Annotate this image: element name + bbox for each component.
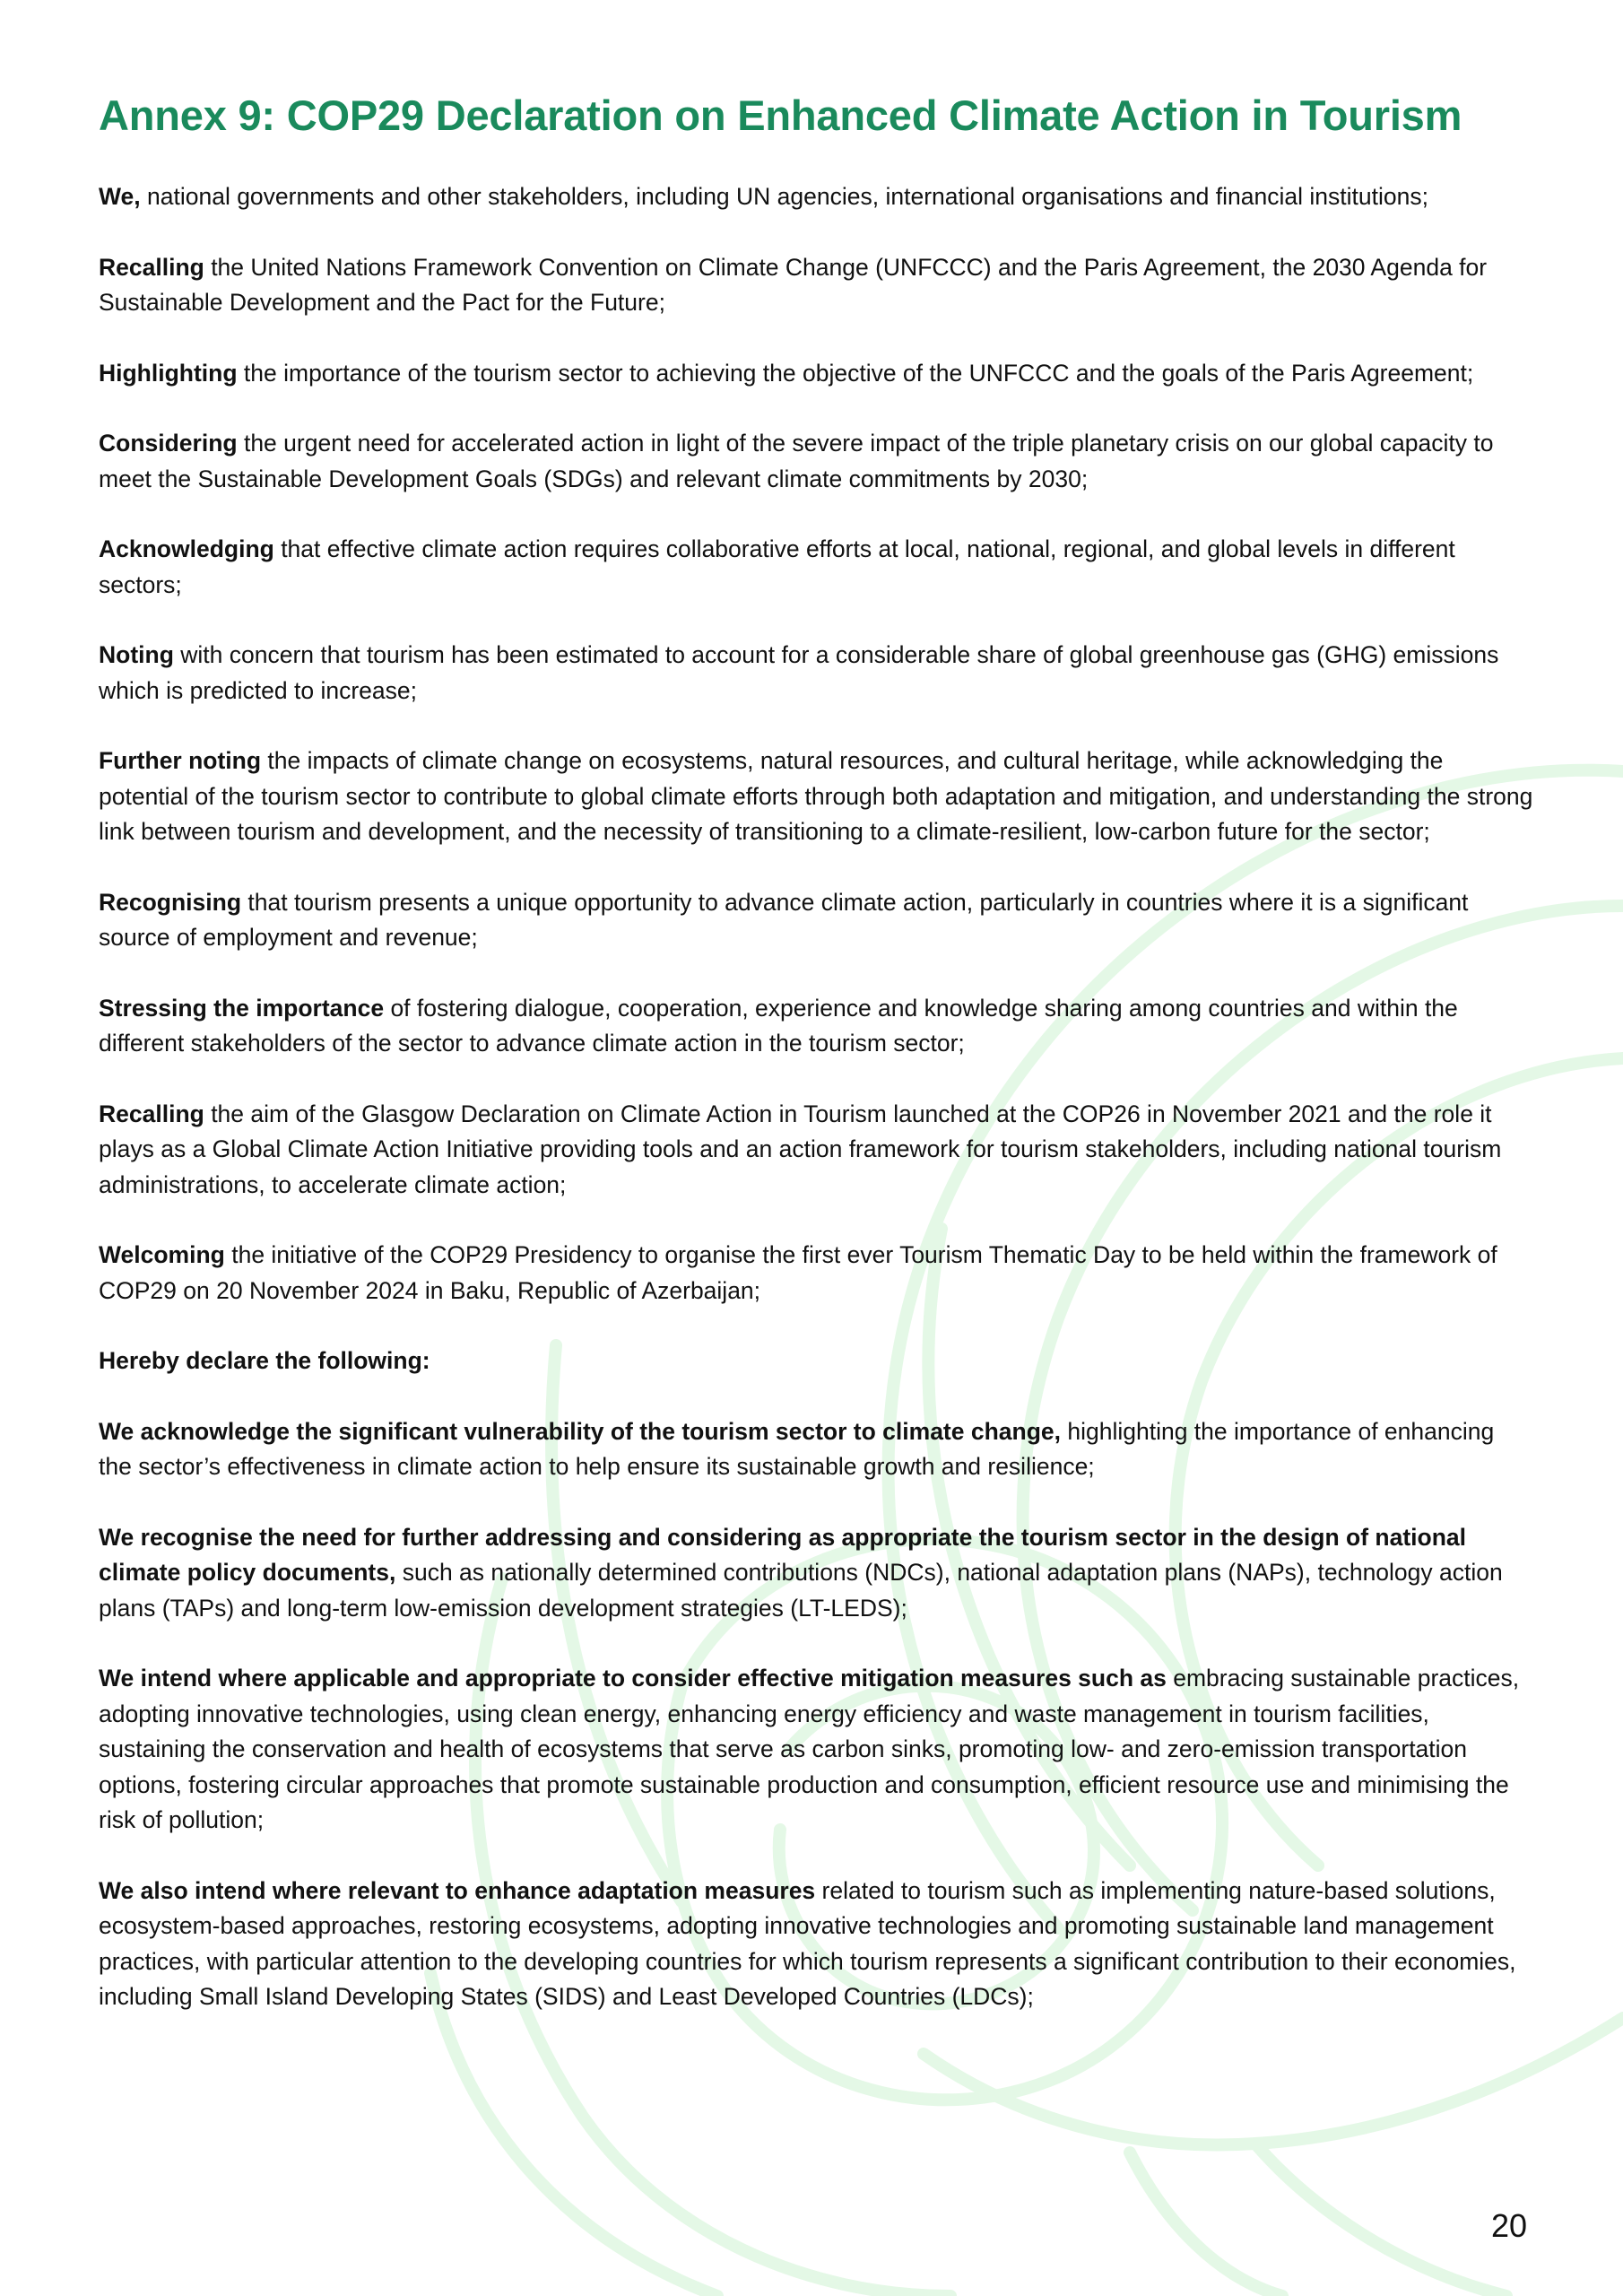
page-number: 20	[1490, 2207, 1527, 2244]
paragraph-text: the urgent need for accelerated action in light of the severe impact of the triple planetary crisis on our global capacity to meet the Sustainable Development Goals (SDGs) and relevant climate commitments by 2030;	[99, 430, 1494, 492]
paragraph-lead: We,	[99, 183, 141, 210]
paragraph	[99, 885, 1533, 956]
paragraph-lead: Acknowledging	[99, 535, 274, 562]
paragraph-text: the importance of the tourism sector to achieving the objective of the UNFCCC and the goals of the Paris Agreement;	[237, 359, 1474, 387]
paragraph	[99, 426, 1533, 497]
declaration-heading	[99, 1344, 1533, 1379]
paragraph	[99, 1414, 1533, 1485]
document-page	[99, 86, 1533, 2050]
paragraph-lead: We recognise the need for further addressing and considering as appropriate the tourism sector in the design of national climate policy documents,	[99, 1523, 1466, 1586]
paragraph-lead: Hereby declare the following:	[99, 1347, 430, 1374]
paragraph	[99, 250, 1533, 321]
paragraph-lead: Considering	[99, 430, 238, 457]
page-title: Annex 9: COP29 Declaration on Enhanced Climate Action in Tourism	[99, 91, 1462, 139]
paragraph	[99, 356, 1533, 392]
paragraph-lead: Recognising	[99, 888, 242, 916]
paragraph-lead: Recalling	[99, 253, 204, 281]
paragraph-lead: Noting	[99, 641, 174, 668]
paragraph-lead: Welcoming	[99, 1241, 225, 1268]
paragraph-lead: Further noting	[99, 747, 262, 774]
paragraph-text: with concern that tourism has been estimated to account for a considerable share of global greenhouse gas (GHG) emissions which is predicted to increase;	[99, 641, 1499, 704]
paragraph	[99, 1520, 1533, 1627]
paragraph-text: the aim of the Glasgow Declaration on Climate Action in Tourism launched at the COP26 in November 2021 and the role it plays as a Global Climate Action Initiative providing tools and an action framework for tourism stakeholders, including national tourism administrations, to accelerate climate action;	[99, 1100, 1502, 1198]
paragraph	[99, 1238, 1533, 1309]
paragraph-text: embracing sustainable practices, adopting innovative technologies, using clean energy, enhancing energy efficiency and waste management in tourism facilities, sustaining the conservation and health of ecosystems that serve as carbon sinks, promoting low- and zero-emission transportation options, fostering circular approaches that promote sustainable production and consumption, efficient resource use and minimising the risk of pollution;	[99, 1665, 1520, 1833]
paragraph-lead: We acknowledge the significant vulnerability of the tourism sector to climate change,	[99, 1417, 1061, 1445]
paragraph-text: highlighting the importance of enhancing the sector’s effectiveness in climate action to help ensure its sustainable growth and resilience;	[99, 1417, 1495, 1480]
paragraph-lead: Highlighting	[99, 359, 238, 387]
paragraph	[99, 1661, 1533, 1839]
paragraph-text: such as nationally determined contributions (NDCs), national adaptation plans (NAPs), technology action plans (TAPs) and long-term low-emission development strategies (LT-LEDS);	[99, 1559, 1503, 1622]
paragraph-text: that tourism presents a unique opportunity to advance climate action, particularly in countries where it is a significant source of employment and revenue;	[99, 888, 1469, 951]
paragraph	[99, 532, 1533, 603]
paragraph-lead: Stressing the importance	[99, 994, 385, 1022]
paragraph-lead: We also intend where relevant to enhance adaptation measures	[99, 1876, 816, 1904]
paragraph-text: that effective climate action requires collaborative efforts at local, national, regional, and global levels in different sectors;	[99, 535, 1455, 598]
paragraph	[99, 1874, 1533, 2015]
paragraph-text: the initiative of the COP29 Presidency to organise the first ever Tourism Thematic Day to be held within the framework of COP29 on 20 November 2024 in Baku, Republic of Azerbaijan;	[99, 1241, 1497, 1304]
paragraph-lead: Recalling	[99, 1100, 204, 1127]
paragraph	[99, 744, 1533, 850]
paragraph	[99, 1097, 1533, 1204]
paragraph-lead: We intend where applicable and appropriate to consider effective mitigation measures such as	[99, 1665, 1167, 1692]
paragraph	[99, 991, 1533, 1062]
paragraph-text: related to tourism such as implementing nature-based solutions, ecosystem-based approaches, restoring ecosystems, adopting innovative technologies and promoting sustainable land management practices, with particular attention to the developing countries for which tourism represents a significant contribution to their economies, including Small Island Developing States (SIDS) and Least Developed Countries (LDCs);	[99, 1876, 1516, 2010]
paragraph-text: the impacts of climate change on ecosystems, natural resources, and cultural heritage, while acknowledging the potential of the tourism sector to contribute to global climate efforts through both adaptation and mitigation, and understanding the strong link between tourism and development, and the necessity of transitioning to a climate-resilient, low-carbon future for the sector;	[99, 747, 1533, 845]
paragraph-text: national governments and other stakeholders, including UN agencies, international organisations and financial institutions;	[140, 183, 1428, 210]
paragraph-text: the United Nations Framework Convention on Climate Change (UNFCCC) and the Paris Agreement, the 2030 Agenda for Sustainable Development and the Pact for the Future;	[99, 253, 1488, 316]
paragraph	[99, 638, 1533, 709]
paragraph-text: of fostering dialogue, cooperation, experience and knowledge sharing among countries and within the different stakeholders of the sector to advance climate action in the tourism sector;	[99, 994, 1458, 1057]
paragraph	[99, 179, 1533, 215]
